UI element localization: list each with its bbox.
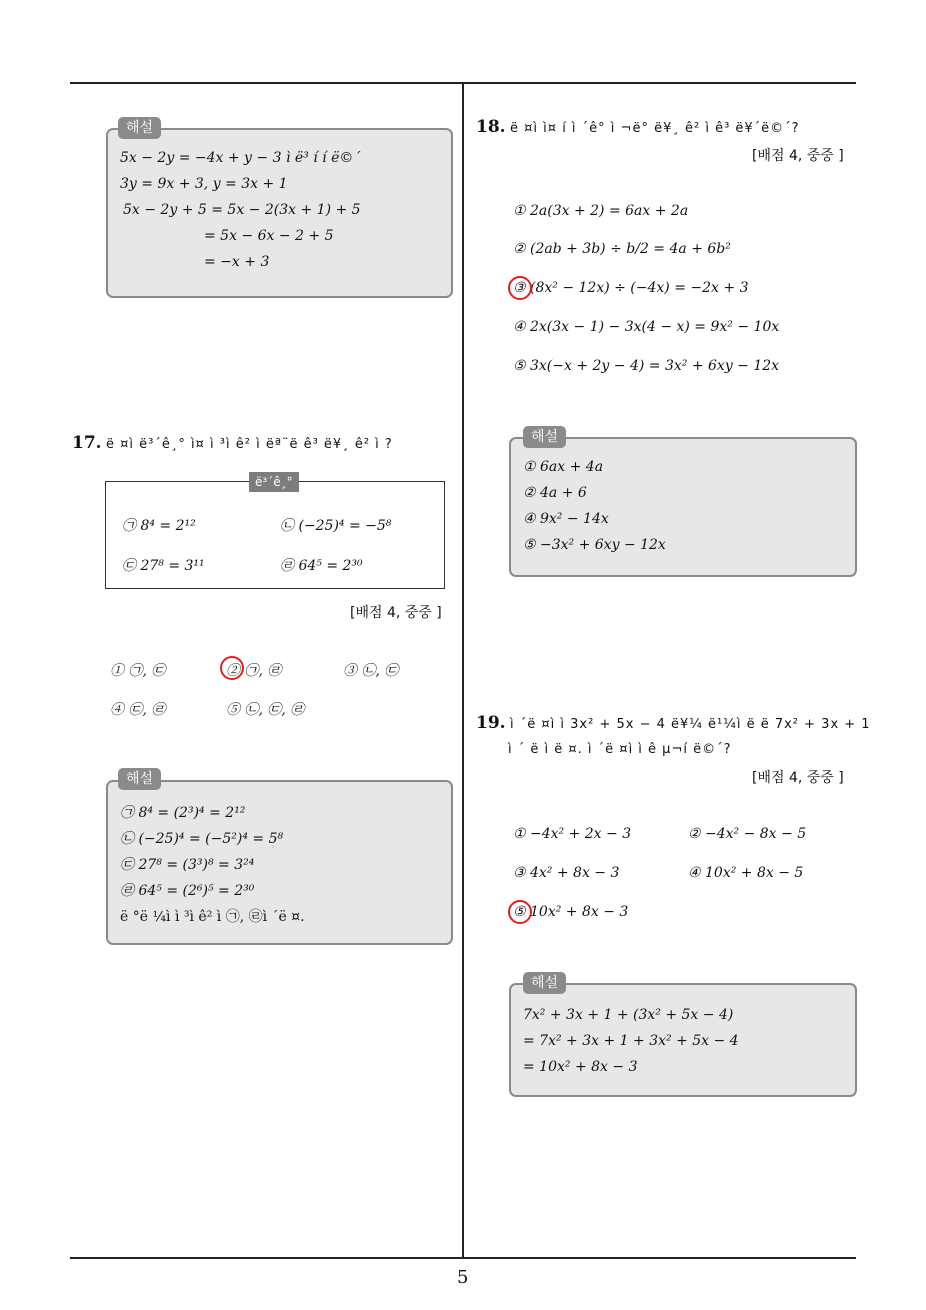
answer-option-5[interactable]: ⑤ 3x(−x + 2y − 4) = 3x² + 6xy − 12x <box>513 358 780 374</box>
bogi-item: ㉠ 8⁴ = 2¹² <box>122 518 196 534</box>
solution-line: = −x + 3 <box>204 254 270 270</box>
solution-line: ② 4a + 6 <box>523 485 587 501</box>
answer-option-1[interactable]: ① 2a(3x + 2) = 6ax + 2a <box>513 203 689 219</box>
solution-tab: 해설 <box>118 117 161 139</box>
answer-option-3[interactable]: ③ 4x² + 8x − 3 <box>513 865 620 881</box>
solution-line: ㉢ 27⁸ = (3³)⁸ = 3²⁴ <box>120 857 255 873</box>
solution-line: ⑤ −3x² + 6xy − 12x <box>523 537 666 553</box>
bogi-box <box>105 481 445 589</box>
bottom-rule <box>70 1257 856 1259</box>
bogi-item: ㉣ 64⁵ = 2³⁰ <box>280 558 363 574</box>
solution-line: = 7x² + 3x + 1 + 3x² + 5x − 4 <box>523 1033 739 1049</box>
answer-option-1[interactable]: ① −4x² + 2x − 3 <box>513 826 632 842</box>
solution-tab: 해설 <box>523 426 566 448</box>
answer-option-1[interactable]: ① ㉠, ㉢ <box>110 663 166 679</box>
solution-line: ㉠ 8⁴ = (2³)⁴ = 2¹² <box>120 805 246 821</box>
question-score: [배점 4, 중중 ] <box>752 770 844 786</box>
solution-tab: 해설 <box>523 972 566 994</box>
question-text-continued: ì ´ ë ì ë ¤. ì ´ë ¤ì ì ê µ¬í ë©´? <box>508 742 732 757</box>
question-number: 19. <box>476 713 506 733</box>
solution-line: ㉡ (−25)⁴ = (−5²)⁴ = 5⁸ <box>120 831 284 847</box>
solution-tab: 해설 <box>118 768 161 790</box>
question-text: ë ¤ì ì¤ í ì ´ê° ì ¬ë° ë¥¸ ê² ì ê³ ë¥´ë©´? <box>510 121 800 136</box>
answer-option-2[interactable]: ② ㉠, ㉣ <box>226 663 282 679</box>
question-score: [배점 4, 중중 ] <box>350 605 442 621</box>
solution-line: 5x − 2y = −4x + y − 3 ì ë³ í í ë©´ <box>120 150 361 166</box>
answer-option-4[interactable]: ④ 10x² + 8x − 5 <box>688 865 804 881</box>
selected-answer-mark <box>220 656 244 680</box>
answer-option-2[interactable]: ② (2ab + 3b) ÷ b/2 = 4a + 6b² <box>513 241 731 257</box>
question-17 <box>72 433 393 453</box>
question-number: 17. <box>72 433 102 453</box>
solution-line: ë °ë ¼ì ì ³ì ê² ì ㉠, ㉣ì ´ë ¤. <box>120 909 305 925</box>
question-text: ì ´ë ¤ì ì 3x² + 5x − 4 ë¥¼ ë¹¼ì ë ë 7x² + 3x + 1 <box>510 717 871 732</box>
solution-box-17 <box>106 780 453 945</box>
solution-line: ① 6ax + 4a <box>523 459 604 475</box>
question-19 <box>476 713 871 733</box>
answer-option-2[interactable]: ② −4x² − 8x − 5 <box>688 826 807 842</box>
solution-box-19 <box>509 983 857 1097</box>
answer-option-4[interactable]: ④ 2x(3x − 1) − 3x(4 − x) = 9x² − 10x <box>513 319 780 335</box>
selected-answer-mark <box>508 276 532 300</box>
bogi-item: ㉢ 27⁸ = 3¹¹ <box>122 558 205 574</box>
answer-option-3[interactable]: ③ (8x² − 12x) ÷ (−4x) = −2x + 3 <box>513 280 749 296</box>
bogi-item: ㉡ (−25)⁴ = −5⁸ <box>280 518 392 534</box>
solution-line: = 5x − 6x − 2 + 5 <box>204 228 334 244</box>
answer-option-5[interactable]: ⑤ 10x² + 8x − 3 <box>513 904 629 920</box>
question-number: 18. <box>476 117 506 137</box>
bogi-label: ë³´ê¸° <box>249 472 299 492</box>
answer-option-3[interactable]: ③ ㉡, ㉢ <box>343 663 399 679</box>
question-text: ë ¤ì ë³´ê¸° ì¤ ì ³ì ê² ì ëª¨ë ê³ ë¥¸ ê² ì ? <box>106 437 393 452</box>
solution-line: ④ 9x² − 14x <box>523 511 609 527</box>
question-score: [배점 4, 중중 ] <box>752 148 844 164</box>
solution-box-18 <box>509 437 857 577</box>
selected-answer-mark <box>508 900 532 924</box>
solution-line: ㉣ 64⁵ = (2⁶)⁵ = 2³⁰ <box>120 883 255 899</box>
solution-line: = 10x² + 8x − 3 <box>523 1059 638 1075</box>
question-18 <box>476 117 800 137</box>
solution-line: 3y = 9x + 3, y = 3x + 1 <box>120 176 288 192</box>
solution-line: 7x² + 3x + 1 + (3x² + 5x − 4) <box>523 1007 734 1023</box>
column-divider <box>462 84 464 1258</box>
page-number: 5 <box>457 1267 469 1288</box>
solution-line: 5x − 2y + 5 = 5x − 2(3x + 1) + 5 <box>123 202 361 218</box>
answer-option-4[interactable]: ④ ㉢, ㉣ <box>110 702 166 718</box>
answer-option-5[interactable]: ⑤ ㉡, ㉢, ㉣ <box>226 702 305 718</box>
solution-box-16 <box>106 128 453 298</box>
